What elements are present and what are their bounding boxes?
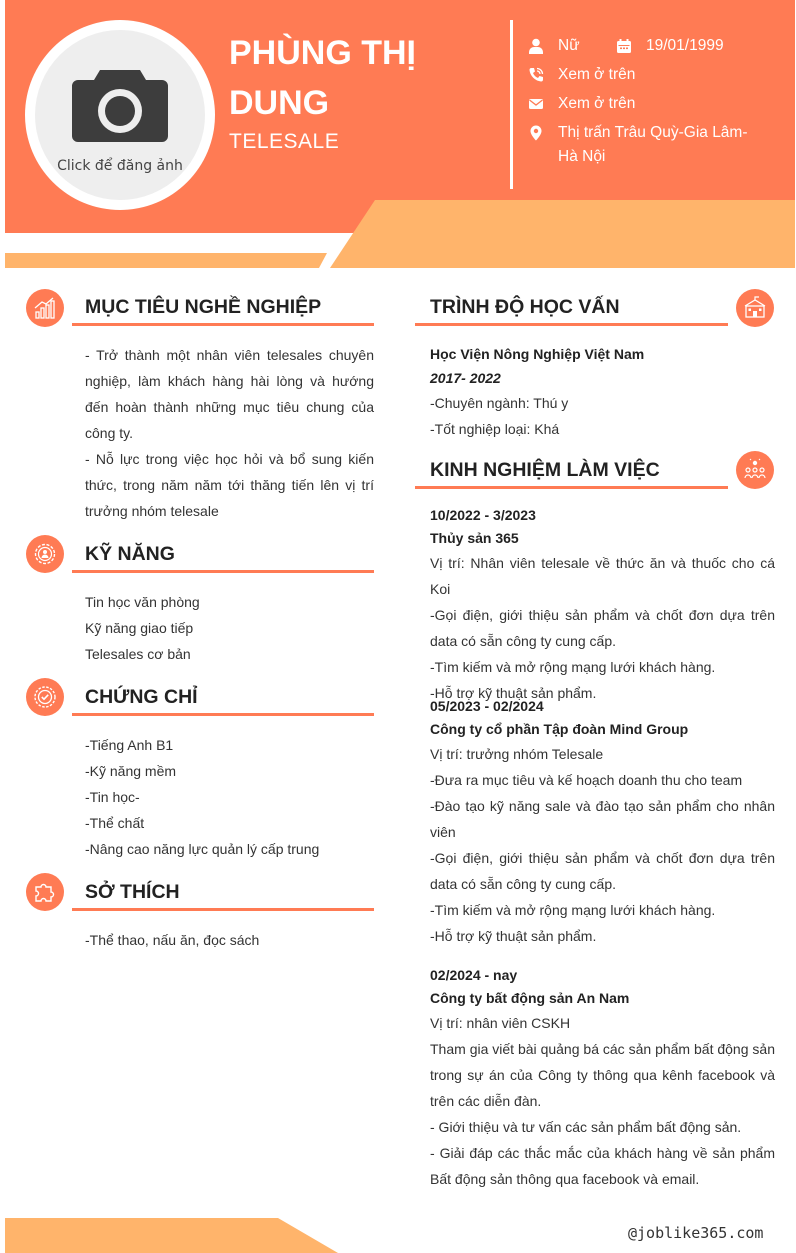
calendar-icon (616, 38, 632, 54)
gear-person-icon (33, 542, 57, 566)
certificate-item: -Kỹ năng mềm (85, 763, 177, 779)
education-body (430, 342, 775, 442)
education-title: TRÌNH ĐỘ HỌC VẤN (430, 296, 620, 318)
education-line: -Tốt nghiệp loại: Khá (430, 421, 560, 437)
experience-job (430, 964, 775, 1192)
job-company: Thủy sản 365 (430, 530, 519, 546)
email-value: Xem ở trên (558, 95, 636, 112)
user-icon (528, 38, 544, 54)
job-company: Công ty bất động sản An Nam (430, 990, 630, 1006)
job-line: -Đưa ra mục tiêu và kế hoạch doanh thu cho team (430, 772, 743, 788)
phone-value: Xem ở trên (558, 66, 636, 83)
skill-item: Tin học văn phòng (85, 594, 200, 610)
certificates-underline (72, 713, 374, 716)
hobbies-underline (72, 908, 374, 911)
hobby-item: -Thể thao, nấu ăn, đọc sách (85, 932, 260, 948)
gender-value: Nữ (558, 37, 580, 54)
education-section-icon (736, 289, 774, 327)
skill-item: Telesales cơ bản (85, 646, 191, 662)
job-line: Vị trí: Nhân viên telesale về thức ăn và thuốc cho cá Koi (430, 555, 775, 597)
dob-value: 19/01/1999 (646, 37, 724, 54)
badge-check-icon (33, 685, 57, 709)
job-line: - Giải đáp các thắc mắc của khách hàng về sản phẩm Bất động sản thông qua facebook và email. (430, 1145, 775, 1187)
objective-title: MỤC TIÊU NGHỀ NGHIỆP (85, 296, 322, 318)
certificates-list (85, 732, 374, 862)
experience-underline (415, 486, 728, 489)
puzzle-icon (33, 880, 57, 904)
footer-handle: @joblike365.com (628, 1224, 764, 1242)
chart-growth-icon (33, 296, 57, 320)
job-company: Công ty cổ phần Tập đoàn Mind Group (430, 721, 689, 737)
job-line: -Gọi điện, giới thiệu sản phẩm và chốt đơn dựa trên data có sẵn công ty cung cấp. (430, 850, 775, 892)
avatar-upload[interactable] (25, 20, 215, 210)
objective-line: - Nỗ lực trong việc học hỏi và bổ sung kiến thức, trong năm năm tới thăng tiến lên vị trí trưởng nhóm telesale (85, 451, 374, 519)
skill-item: Kỹ năng giao tiếp (85, 620, 194, 636)
skills-section-icon (26, 535, 64, 573)
hobbies-title: SỞ THÍCH (85, 881, 180, 903)
certificates-section-icon (26, 678, 64, 716)
job-line: -Hỗ trợ kỹ thuật sản phẩm. (430, 685, 597, 701)
certificate-item: -Thể chất (85, 815, 145, 831)
job-line: -Hỗ trợ kỹ thuật sản phẩm. (430, 928, 597, 944)
education-underline (415, 323, 728, 326)
job-period: 02/2024 - nay (430, 967, 518, 983)
objective-underline (72, 323, 374, 326)
job-line: -Tìm kiếm và mở rộng mạng lưới khách hàng. (430, 902, 716, 918)
job-line: Vị trí: nhân viên CSKH (430, 1015, 571, 1031)
address-value: Thị trấn Trâu Quỳ-Gia Lâm-Hà Nội (558, 124, 748, 165)
education-period: 2017- 2022 (430, 370, 501, 386)
education-line: -Chuyên ngành: Thú y (430, 395, 569, 411)
cv-header (5, 0, 795, 268)
candidate-name-line2: DUNG (229, 84, 330, 122)
footer-accent-shape (5, 1218, 345, 1253)
job-line: Tham gia viết bài quảng bá các sản phẩm bất động sản trong sự án của Công ty thông qua kênh facebook và trên các diễn đàn. (430, 1041, 775, 1109)
team-icon (743, 458, 767, 482)
objective-body (85, 342, 374, 524)
certificates-title: CHỨNG CHỈ (85, 686, 198, 708)
envelope-icon (528, 96, 544, 112)
camera-icon (70, 66, 170, 144)
candidate-position: TELESALE (229, 130, 340, 153)
certificate-item: -Tiếng Anh B1 (85, 737, 174, 753)
skills-list (85, 589, 374, 667)
school-icon (743, 296, 767, 320)
job-line: Vị trí: trưởng nhóm Telesale (430, 746, 604, 762)
map-pin-icon (528, 125, 544, 141)
hobbies-list (85, 927, 374, 953)
job-period: 05/2023 - 02/2024 (430, 698, 544, 714)
job-line: -Đào tạo kỹ năng sale và đào tạo sản phẩm cho nhân viên (430, 798, 775, 840)
job-line: -Tìm kiếm và mở rộng mạng lưới khách hàng. (430, 659, 716, 675)
experience-title: KINH NGHIỆM LÀM VIỆC (430, 459, 660, 481)
certificate-item: -Tin học- (85, 789, 140, 805)
experience-job (430, 695, 775, 949)
phone-icon (528, 67, 544, 83)
job-line: - Giới thiệu và tư vấn các sản phẩm bất động sản. (430, 1119, 742, 1135)
avatar-placeholder[interactable] (35, 30, 205, 200)
candidate-name-line1: PHÙNG THỊ (229, 34, 416, 72)
skills-title: KỸ NĂNG (85, 543, 175, 565)
education-school: Học Viện Nông Nghiệp Việt Nam (430, 346, 645, 362)
avatar-caption: Click để đăng ảnh (57, 158, 183, 174)
objective-line: - Trở thành một nhân viên telesales chuyên nghiệp, làm khách hàng hài lòng và hướng đến hoàn thành những mục tiêu chung của công ty. (85, 347, 374, 441)
job-period: 10/2022 - 3/2023 (430, 507, 536, 523)
experience-section-icon (736, 451, 774, 489)
job-line: -Gọi điện, giới thiệu sản phẩm và chốt đơn dựa trên data có sẵn công ty cung cấp. (430, 607, 775, 649)
candidate-name (229, 28, 499, 128)
header-divider (510, 20, 513, 189)
certificate-item: -Nâng cao năng lực quản lý cấp trung (85, 841, 320, 857)
objective-section-icon (26, 289, 64, 327)
skills-underline (72, 570, 374, 573)
experience-job (430, 504, 775, 706)
hobbies-section-icon (26, 873, 64, 911)
